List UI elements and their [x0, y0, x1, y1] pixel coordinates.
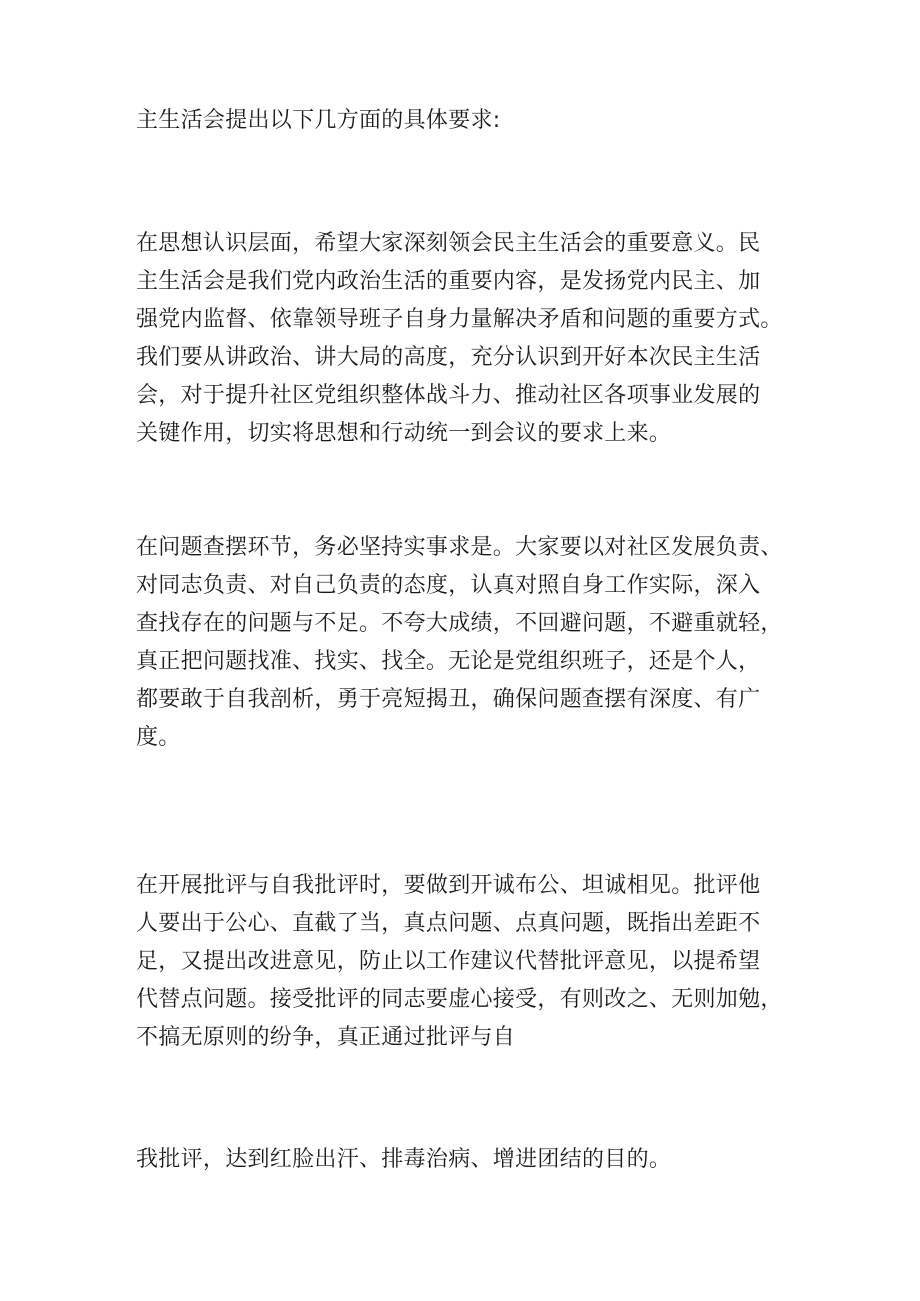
paragraph-2: [136, 225, 800, 453]
paragraph-5: [136, 1141, 800, 1179]
text-line: 不搞无原则的纷争，真正通过批评与自: [136, 1025, 516, 1050]
text-line: 强党内监督、依靠领导班子自身力量解决矛盾和问题的重要方式。: [136, 307, 783, 332]
text-line: 在问题查摆环节，务必坚持实事求是。大家要以对社区发展负责、: [136, 535, 783, 560]
text-line: 对同志负责、对自己负责的态度，认真对照自身工作实际，深入: [136, 573, 761, 598]
text-line: 在思想认识层面，希望大家深刻领会民主生活会的重要意义。民: [136, 231, 761, 256]
text-line: 足，又提出改进意见，防止以工作建议代替批评意见，以提希望: [136, 949, 761, 974]
paragraph-1: [136, 102, 800, 140]
paragraph-3: [136, 529, 800, 757]
text-line: 关键作用，切实将思想和行动统一到会议的要求上来。: [136, 421, 672, 446]
text-line: 人要出于公心、直截了当，真点问题、点真问题，既指出差距不: [136, 911, 761, 936]
text-line: 代替点问题。接受批评的同志要虚心接受，有则改之、无则加勉，: [136, 987, 783, 1012]
text-line: 我批评，达到红脸出汗、排毒治病、增进团结的目的。: [136, 1147, 672, 1172]
text-line: 会，对于提升社区党组织整体战斗力、推动社区各项事业发展的: [136, 383, 761, 408]
text-line: 都要敢于自我剖析，勇于亮短揭丑，确保问题查摆有深度、有广: [136, 687, 761, 712]
text-line: 我们要从讲政治、讲大局的高度，充分认识到开好本次民主生活: [136, 345, 761, 370]
text-line: 真正把问题找准、找实、找全。无论是党组织班子，还是个人，: [136, 649, 761, 674]
text-line: 度。: [136, 725, 181, 750]
text-line: 在开展批评与自我批评时，要做到开诚布公、坦诚相见。批评他: [136, 873, 761, 898]
text-line: 查找存在的问题与不足。不夸大成绩，不回避问题，不避重就轻，: [136, 611, 783, 636]
paragraph-4: [136, 867, 800, 1057]
text-line: 主生活会是我们党内政治生活的重要内容，是发扬党内民主、加: [136, 269, 761, 294]
text-line: 主生活会提出以下几方面的具体要求:: [136, 108, 501, 133]
